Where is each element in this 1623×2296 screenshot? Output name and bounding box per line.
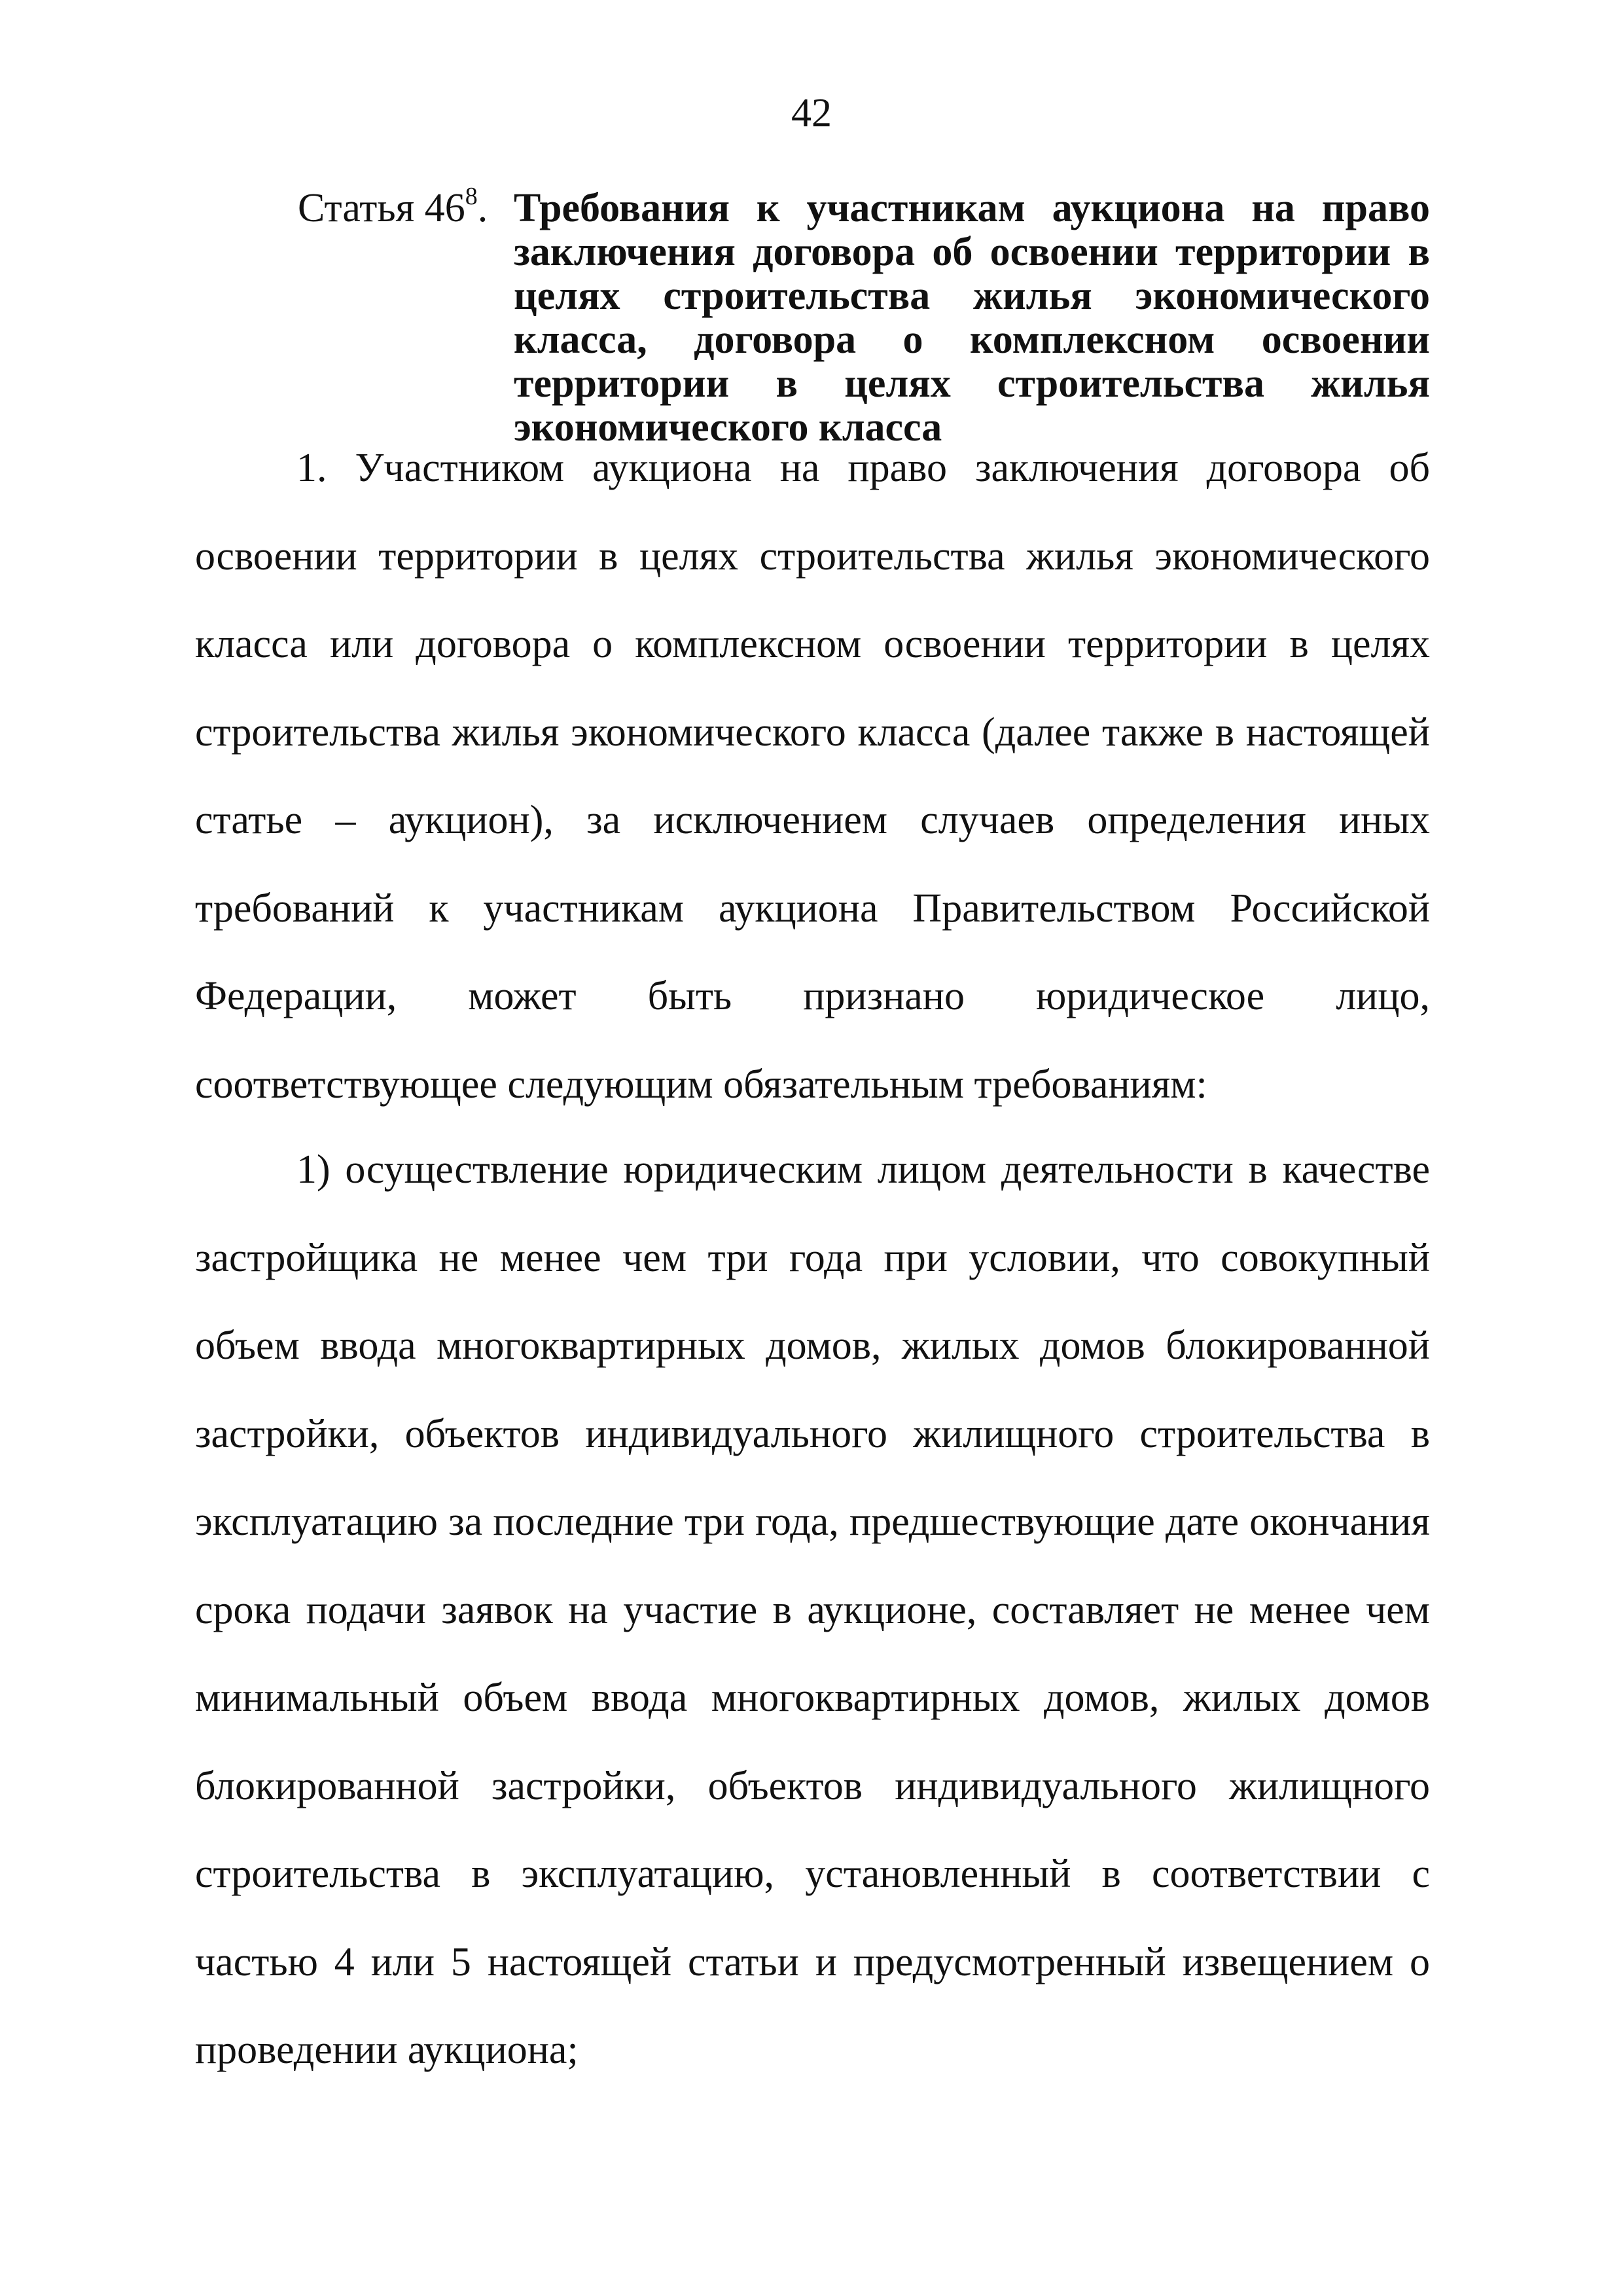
page-number: 42 xyxy=(791,91,832,135)
article-label-text: Статья 46 xyxy=(298,186,465,230)
article-label xyxy=(298,183,488,230)
paragraph-block-2 xyxy=(195,1126,1430,2094)
article-title: Требования к участникам аукциона на право заключения договора об освоении территории в целях строительства жилья экономического класса, договора о комплексном освоении территории в целях строительства жилья экономического класса xyxy=(514,186,1430,450)
paragraph-2: 1) осуществление юридическим лицом деятельности в качестве застройщика не менее чем три года при условии, что совокупный объем ввода многоквартирных домов, жилых домов блокированной застройки, объектов индивидуального жилищного строительства в эксплуатацию за последние три года, предшествующие дате окончания срока подачи заявок на участие в аукционе, составляет не менее чем минимальный объем ввода многоквартирных домов, жилых домов блокированной застройки, объектов индивидуального жилищного строительства в эксплуатацию, установленный в соответствии с частью 4 или 5 настоящей статьи и предусмотренный извещением о проведении аукциона; xyxy=(195,1147,1430,2072)
article-label-superscript: 8 xyxy=(465,183,478,210)
paragraph-block-1 xyxy=(195,424,1430,1128)
article-label-suffix: . xyxy=(477,186,488,230)
paragraph-1: 1. Участником аукциона на право заключения договора об освоении территории в целях строительства жилья экономического класса или договора о комплексном освоении территории в целях строительства жилья экономического класса (далее также в настоящей статье – аукцион), за исключением случаев определения иных требований к участникам аукциона Правительством Российской Федерации, может быть признано юридическое лицо, соответствующее следующим обязательным требованиям: xyxy=(195,446,1430,1107)
